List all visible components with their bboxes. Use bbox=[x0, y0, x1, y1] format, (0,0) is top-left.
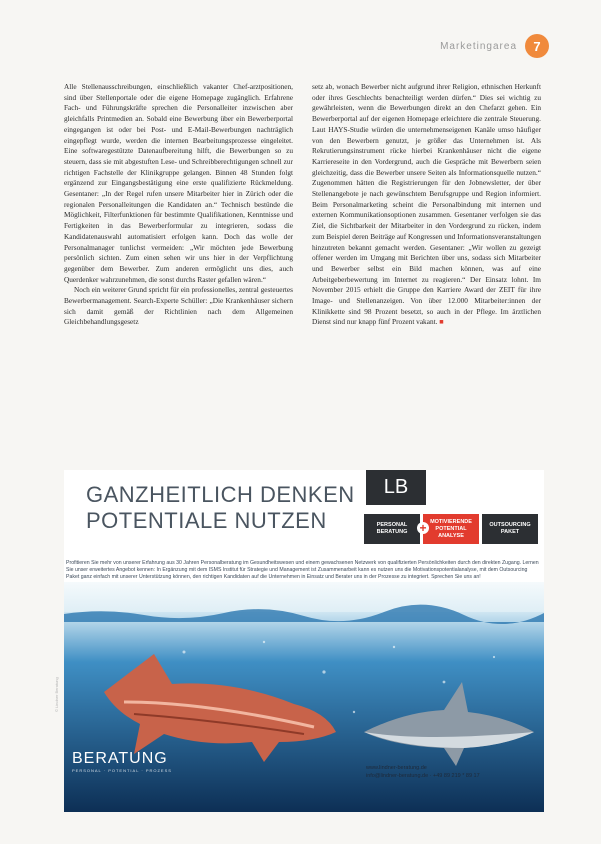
left-paragraph-1: Alle Stellenausschreibungen, einschließlich vakanter Chef-arztpositionen, sind über Stellenportale oder die eigene Homepage zugänglich. Erfahrene Fach- und Führungskräfte sprechen die Personalleiter inzwischen aber gleichfalls Printmedien an. Sobald eine Bewerbung über ein Bewerberportal eingegangen ist oder bei Post- und E-Mail-Bewerbungen nachträglich eingepflegt wurde, werden die internen Bearbeitungsprozesse eingeleitet. Eine softwaregestützte Datenaufbereitung hilft, die Bewerbungen so zu steuern, dass sie mit abgestuften Lese- und Schreibberechtigungen schnell zur richtigen Fachstelle der Klinikgruppe gelangen. Binnen 48 Stunden folgt ergänzend zur Eingangsbestätigung eine erste qualifizierte Rückmeldung. Gesentaner: „In der Regel rufen unsere Mitarbeiter hier in Zürich oder die regionalen Personalleitungen die Kandidaten an.“ Technisch bestünde die Möglichkeit, Filterfunktionen für bestimmte Qualifikationen, Kenntnisse und Fertigkeiten in das Bewerberformular zu integrieren, sodass die Kandidatenauswahl automatisiert erfolgen kann. Doch das wolle der Personalmanager tunlichst vermeiden: „Wir möchten jede Bewerbung persönlich sichten. Zum einen sehen wir uns hier in der Verpflichtung gegenüber dem Bewerber. Zum anderen ermöglicht uns dies, auch Querdenker wahrzunehmen, die sonst durchs Raster gefallen wären.“ bbox=[64, 82, 293, 284]
ad-headline bbox=[86, 482, 355, 534]
service-boxes bbox=[364, 514, 538, 544]
ad-website-link[interactable]: www.lindner-beratung.de bbox=[366, 765, 427, 771]
photo-credit: © Lindner Beratung bbox=[54, 677, 59, 712]
box-outsourcing-paket: OUTSOURCING PAKET bbox=[482, 514, 538, 544]
lb-logo-badge: LB bbox=[366, 470, 426, 505]
advertisement[interactable] bbox=[64, 470, 544, 812]
ad-headline-line1: GANZHEITLICH DENKEN bbox=[86, 482, 355, 507]
ad-headline-line2: POTENTIALE NUTZEN bbox=[86, 508, 327, 533]
page-number: 7 bbox=[525, 34, 549, 58]
box-personal-beratung: PERSONAL BERATUNG bbox=[364, 514, 420, 544]
ad-intro-text: Profitieren Sie mehr von unserer Erfahrung aus 30 Jahren Personalberatung im Gesundheitswesen und einem gewachsenen Netzwerk von qualifizierten Persönlichkeiten durch den direkten Zugang. Lernen Sie unser erweitertes Angebot kennen: In Ergänzung mit dem ISMS Institut für Strategie und Management ist Zusammenarbeit kann es nutzen uns die Motivationspotentialanalyse, mit dem Outsourcing Paket ganz einfach mit unserer Unterstützung können, den richtigen Kandidaten auf die Unternehmen in Einsatz und Berater uns in der Prozesse zu integriert. Sprechen Sie uns an! bbox=[66, 560, 539, 581]
left-column bbox=[64, 82, 293, 328]
plus-icon: + bbox=[417, 522, 429, 534]
right-paragraph-1: setz ab, wonach Bewerber nicht aufgrund ihrer Religion, ethnischen Herkunft oder ihres Geschlechts benachteiligt werden dürfen.“ Dies sei wichtig zu gewährleisten, wenn die Bewerbungen direkt an den Chefarzt gehen. Ein Bewerberportal auf der eigenen Homepage erleichtere die zentrale Steuerung. Laut HAYS-Studie würden die unternehmenseigenen Kanäle umso häufiger von den Bewerbern genutzt, je größer das Unternehmen ist. Als Rekrutierungsinstrument rücke hierbei Krankenhäuser nicht die eigene Karriereseite in den Vordergrund, auch die Gespräche mit Bewerbern seien gleichzeitig, dass die Bewerber unsere Seiten als Informationsquelle nutzen.“ Zugenommen hätten die Registrierungen für den Jobnewsletter, der über Stellenangebote je nach gewünschtem Berufsgruppe und Region informiert. Beim Personalmarketing scheint die Personalbindung mit internen und externen Kommunikationsoptionen zusammen. Gesentaner verfolgen sie das Ziel, die Sichtbarkeit der Mitarbeiter in den Vordergrund zu rücken, indem zum Beispiel deren Beiträge auf Kongressen und Informationsveranstaltungen hinzutreten bekannt gemacht werden. Gesentaner: „Wir wollen zu gezeigt offener werden im Umgang mit Berichten über uns, sodass sich Mitarbeiter und Bewerber selbst ein Bild machen können, was auf eine Arbeitgeberbewertung im Internet zu reagieren.“ Der Einsatz lohnt. Im November 2015 erhielt die Gruppe den Karriere Award der ZEIT für ihre Image- und Stellenanzeigen. Von über 12.000 Mitarbeiter:innen der Klinikkette sind 98 Prozent besetzt, so auch in der Pflege. Im ärztlichen Dienst sind nur knapp fünf Prozent vakant. ■ bbox=[312, 82, 541, 327]
left-paragraph-2: Noch ein weiterer Grund spricht für ein professionelles, zentral gesteuertes Bewerbermanagement. Search-Experte Schüller: „Die Krankenhäuser sichern sich damit gemäß der Richtlinien nach dem Allgemeinen Gleichbehandlungsgesetz bbox=[64, 285, 293, 327]
end-mark: ■ bbox=[439, 317, 444, 327]
ad-email-phone: info@lindner-beratung.de · +49 89 219 * 89 17 bbox=[366, 773, 480, 779]
page-header bbox=[440, 34, 549, 58]
section-label: Marketingarea bbox=[440, 40, 517, 52]
beratung-logo: BERATUNG PERSONAL · POTENTIAL · PROZESS bbox=[72, 750, 172, 773]
box-potential-analyse: MOTIVIERENDE POTENTIAL ANALYSE bbox=[423, 514, 479, 544]
ad-contact bbox=[366, 764, 480, 780]
right-column bbox=[312, 82, 541, 328]
